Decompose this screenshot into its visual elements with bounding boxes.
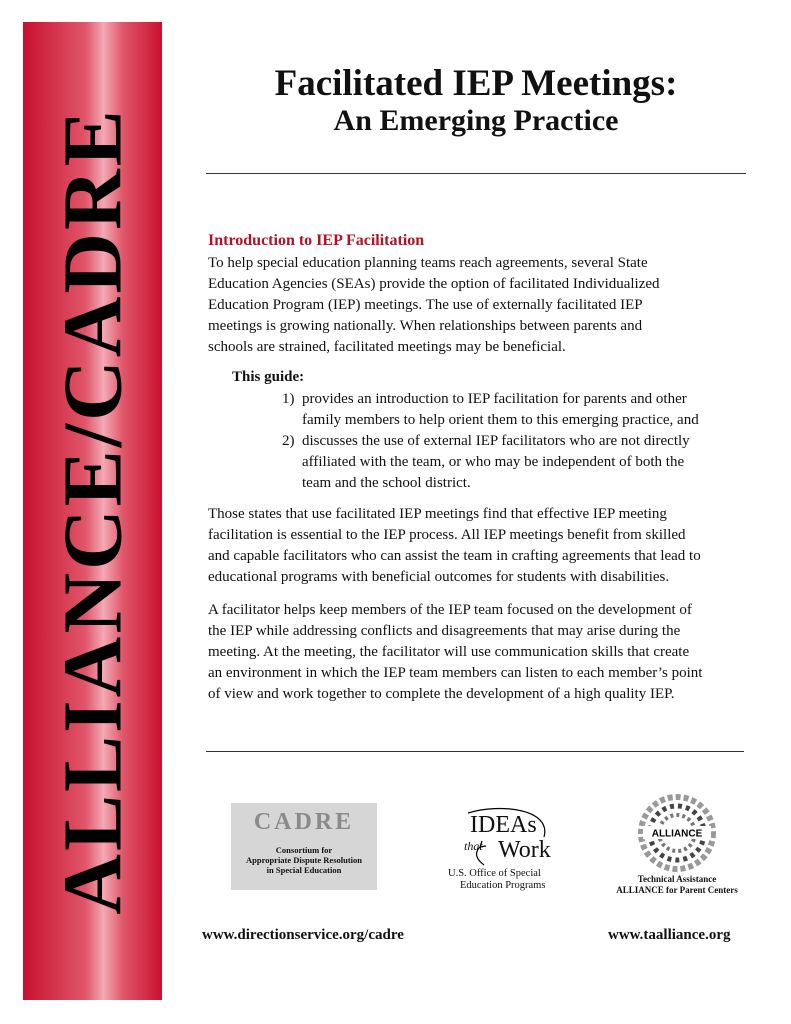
paragraph-line: A facilitator helps keep members of the IEP team focused on the development of xyxy=(208,602,692,618)
guide-item-number: 1) xyxy=(282,391,295,407)
ideas-caption-line: Education Programs xyxy=(460,880,546,891)
paragraph-line: of view and work together to complete the development of a high quality IEP. xyxy=(208,686,675,702)
alliance-badge-text: ALLIANCE xyxy=(651,828,703,840)
body-paragraph-2 xyxy=(208,504,743,588)
sidebar-title: ALLIANCE/CADRE xyxy=(46,107,139,915)
intro-line: schools are strained, facilitated meetings may be beneficial. xyxy=(208,339,566,355)
cadre-website-link[interactable]: www.directionservice.org/cadre xyxy=(202,927,404,943)
ideas-wordmark: IDEAs xyxy=(470,812,537,838)
ideas-caption-line: U.S. Office of Special xyxy=(448,868,541,879)
cadre-caption-line: Consortium for xyxy=(275,845,333,855)
section-heading: Introduction to IEP Facilitation xyxy=(208,232,425,249)
paragraph-line: the IEP while addressing conflicts and disagreements that may arise during the xyxy=(208,623,681,639)
paragraph-line: Those states that use facilitated IEP meetings find that effective IEP meeting xyxy=(208,506,667,522)
ta-alliance-website-link[interactable]: www.taalliance.org xyxy=(608,927,731,943)
cadre-logo-wordmark: CADRE xyxy=(253,809,355,835)
ideas-work-word: Work xyxy=(498,837,551,863)
intro-line: Education Agencies (SEAs) provide the option of facilitated Individualized xyxy=(208,276,660,292)
intro-line: To help special education planning teams reach agreements, several State xyxy=(208,255,648,271)
page-subtitle: An Emerging Practice xyxy=(333,104,619,137)
guide-item-line: discusses the use of external IEP facilitators who are not directly xyxy=(302,433,690,449)
paragraph-line: an environment in which the IEP team members can listen to each member’s point xyxy=(208,665,703,681)
intro-line: meetings is growing nationally. When relationships between parents and xyxy=(208,318,643,334)
ideas-caption xyxy=(448,868,545,892)
intro-paragraph xyxy=(208,253,743,358)
ta-alliance-logo xyxy=(607,793,747,893)
red-sidebar-band xyxy=(23,22,162,1000)
guide-item-2 xyxy=(282,431,722,494)
paragraph-line: educational programs with beneficial outcomes for students with disabilities. xyxy=(208,569,670,585)
guide-item-line: provides an introduction to IEP facilitation for parents and other xyxy=(302,391,687,407)
body-paragraph-3 xyxy=(208,600,743,705)
footer-divider xyxy=(206,751,744,752)
ta-caption-line: ALLIANCE for Parent Centers xyxy=(616,885,738,895)
guide-item-line: team and the school district. xyxy=(302,475,471,491)
intro-line: Education Program (IEP) meetings. The use of externally facilitated IEP xyxy=(208,297,643,313)
paragraph-line: and capable facilitators who can assist the team in crafting agreements that lead to xyxy=(208,548,701,564)
ta-caption-line: Technical Assistance xyxy=(637,874,717,884)
guide-label: This guide: xyxy=(232,369,305,385)
cadre-logo-caption xyxy=(231,845,377,875)
guide-item-line: affiliated with the team, or who may be independent of both the xyxy=(302,454,685,470)
cadre-logo xyxy=(231,803,377,890)
title-divider xyxy=(206,173,746,174)
paragraph-line: facilitation is essential to the IEP process. All IEP meetings benefit from skilled xyxy=(208,527,686,543)
guide-item-1 xyxy=(282,389,722,431)
page-title: Facilitated IEP Meetings: xyxy=(274,63,678,104)
cadre-caption-line: in Special Education xyxy=(266,865,342,875)
ta-caption xyxy=(607,874,747,896)
ideas-that-work-logo xyxy=(440,807,570,893)
cadre-caption-line: Appropriate Dispute Resolution xyxy=(245,855,363,865)
paragraph-line: meeting. At the meeting, the facilitator will use communication skills that create xyxy=(208,644,690,660)
ideas-that-word: that xyxy=(464,839,483,853)
alliance-emblem-icon xyxy=(637,793,717,873)
guide-item-number: 2) xyxy=(282,433,295,449)
guide-item-line: family members to help orient them to this emerging practice, and xyxy=(302,412,699,428)
